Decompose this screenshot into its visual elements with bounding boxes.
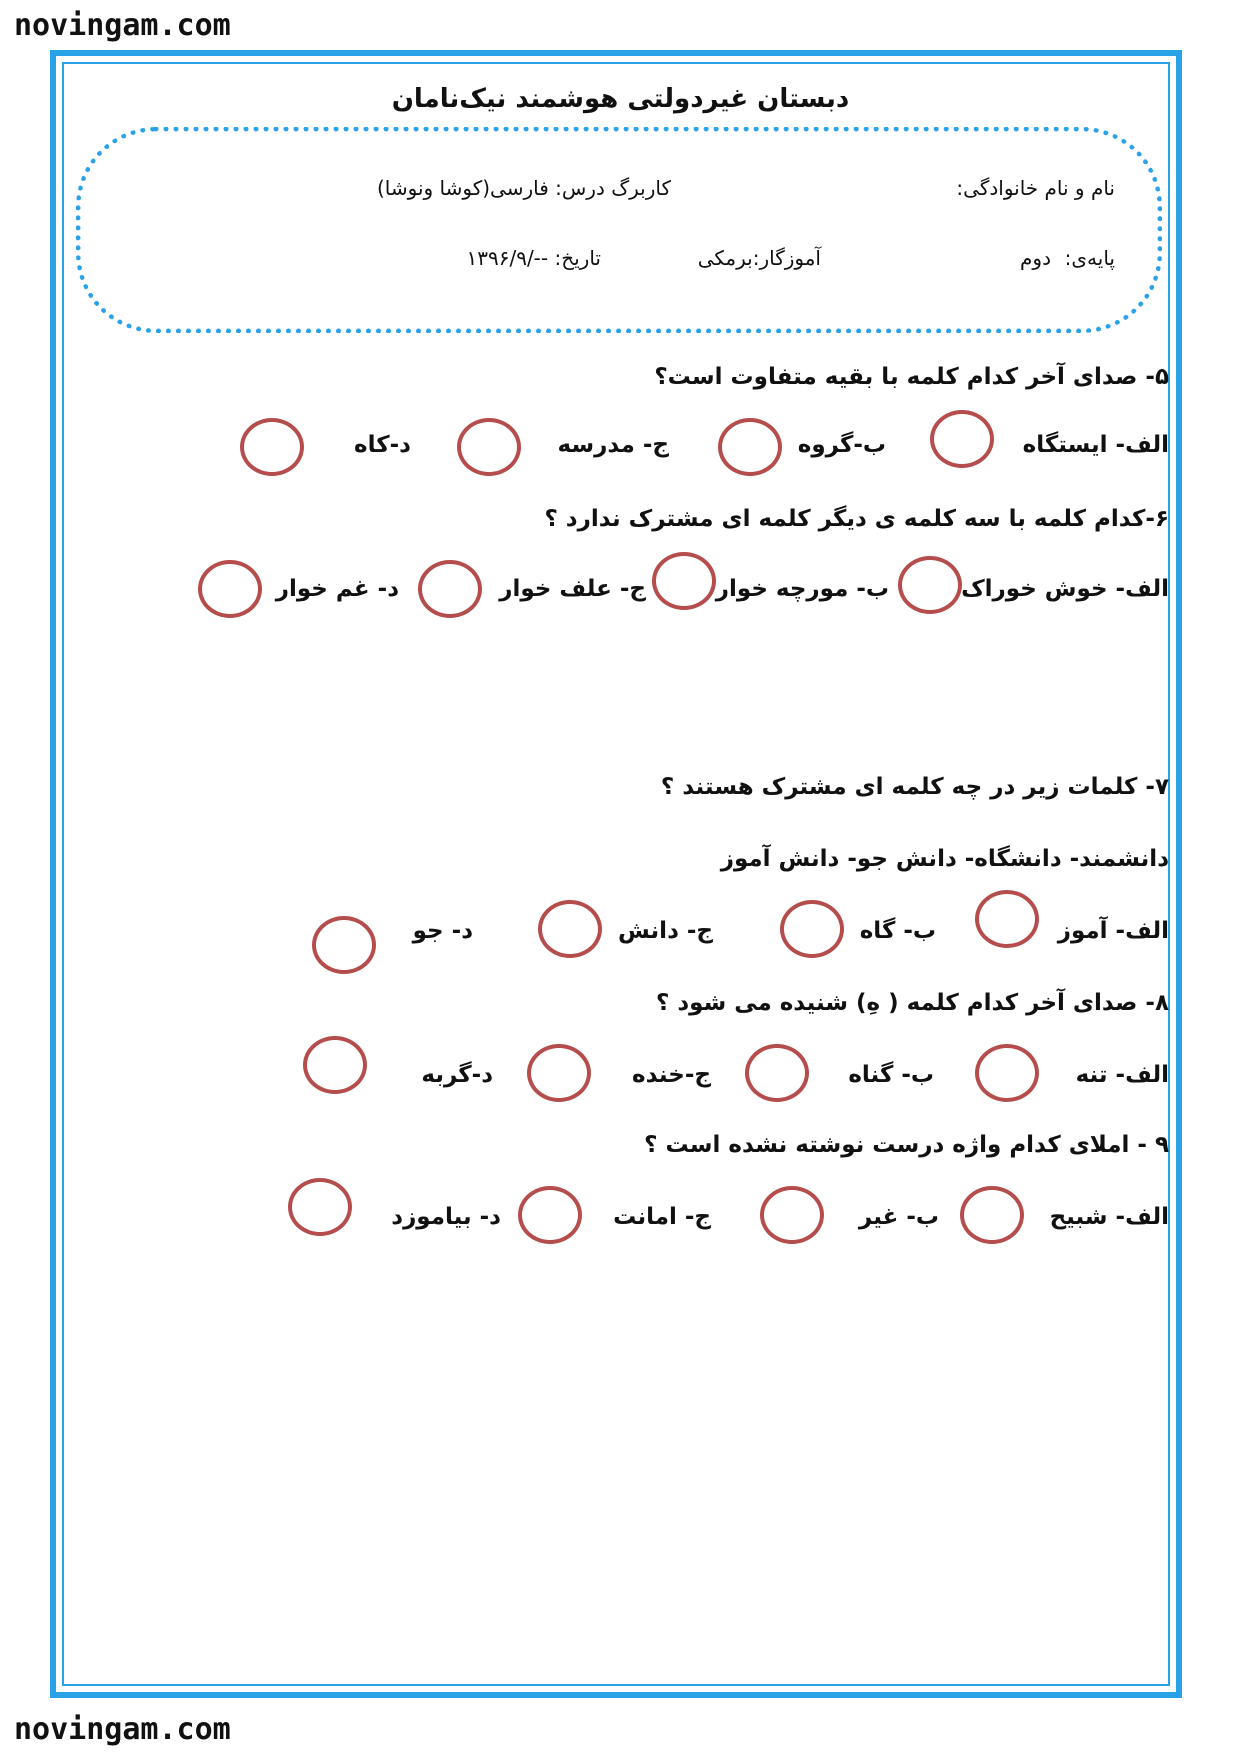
q7-answer-circle-a[interactable] — [975, 890, 1039, 948]
worksheet-label: کاربرگ درس: فارسی(کوشا ونوشا) — [376, 176, 671, 200]
q9-answer-circle-a[interactable] — [960, 1186, 1024, 1244]
q6-option-b: ب- مورچه خوار — [715, 576, 889, 602]
q5-option-a: الف- ایستگاه — [1022, 432, 1169, 458]
question-9: ۹ - املای کدام واژه درست نوشته نشده است ؟ — [644, 1132, 1169, 1158]
q6-option-d: د- غم خوار — [275, 576, 399, 602]
q7-option-a: الف- آموز — [1057, 918, 1169, 944]
q6-option-a: الف- خوش خوراک — [961, 576, 1169, 602]
q6-answer-circle-d[interactable] — [198, 560, 262, 618]
q9-option-b: ب- غیر — [858, 1204, 939, 1230]
question-6: ۶-کدام کلمه با سه کلمه ی دیگر کلمه ای مشترک ندارد ؟ — [544, 506, 1169, 532]
teacher-label: آموزگار:برمکی — [697, 246, 821, 270]
q9-answer-circle-b[interactable] — [760, 1186, 824, 1244]
q6-answer-circle-c[interactable] — [418, 560, 482, 618]
school-title: دبستان غیردولتی هوشمند نیک‌نامان — [391, 84, 850, 114]
q7-option-b: ب- گاه — [859, 918, 936, 944]
q5-option-c: ج- مدرسه — [557, 432, 669, 458]
q8-option-a: الف- تنه — [1075, 1062, 1169, 1088]
question-7-words: دانشمند- دانشگاه- دانش جو- دانش آموز — [720, 846, 1169, 872]
q8-option-b: ب- گناه — [848, 1062, 934, 1088]
q6-answer-circle-b[interactable] — [652, 552, 716, 610]
q5-option-d: د-کاه — [354, 432, 411, 458]
grade-label: پایه‌ی: — [1064, 246, 1115, 270]
q8-answer-circle-c[interactable] — [527, 1044, 591, 1102]
watermark-top: novingam.com — [14, 8, 231, 43]
q9-option-a: الف- شبیح — [1049, 1204, 1169, 1230]
q5-answer-circle-a[interactable] — [930, 410, 994, 468]
q9-answer-circle-d[interactable] — [288, 1178, 352, 1236]
q6-option-c: ج- علف خوار — [499, 576, 646, 602]
q8-answer-circle-a[interactable] — [975, 1044, 1039, 1102]
q8-option-d: د-گربه — [421, 1062, 493, 1088]
grade-value: دوم — [1020, 246, 1051, 270]
q9-answer-circle-c[interactable] — [518, 1186, 582, 1244]
date-label: تاریخ: --/۱۳۹۶/۹ — [466, 246, 601, 270]
q7-answer-circle-b[interactable] — [780, 900, 844, 958]
question-8: ۸- صدای آخر کدام کلمه ( هِ) شنیده می شود ؟ — [656, 990, 1169, 1016]
q7-answer-circle-c[interactable] — [538, 900, 602, 958]
q9-option-c: ج- امانت — [613, 1204, 711, 1230]
watermark-bottom: novingam.com — [14, 1712, 231, 1747]
question-7: ۷- کلمات زیر در چه کلمه ای مشترک هستند ؟ — [660, 774, 1169, 800]
q8-answer-circle-b[interactable] — [745, 1044, 809, 1102]
q5-answer-circle-b[interactable] — [718, 418, 782, 476]
q6-answer-circle-a[interactable] — [898, 556, 962, 614]
q8-answer-circle-d[interactable] — [303, 1036, 367, 1094]
q7-option-d: د- جو — [412, 918, 473, 944]
q5-answer-circle-c[interactable] — [457, 418, 521, 476]
q5-option-b: ب-گروه — [797, 432, 886, 458]
q5-answer-circle-d[interactable] — [240, 418, 304, 476]
q7-option-c: ج- دانش — [618, 918, 713, 944]
q7-answer-circle-d[interactable] — [312, 916, 376, 974]
q8-option-c: ج-خنده — [632, 1062, 711, 1088]
name-label: نام و نام خانوادگی: — [956, 176, 1115, 200]
header-box — [76, 127, 1162, 333]
q9-option-d: د- بیاموزد — [391, 1204, 501, 1230]
question-5: ۵- صدای آخر کدام کلمه با بقیه متفاوت است؟ — [654, 364, 1169, 390]
